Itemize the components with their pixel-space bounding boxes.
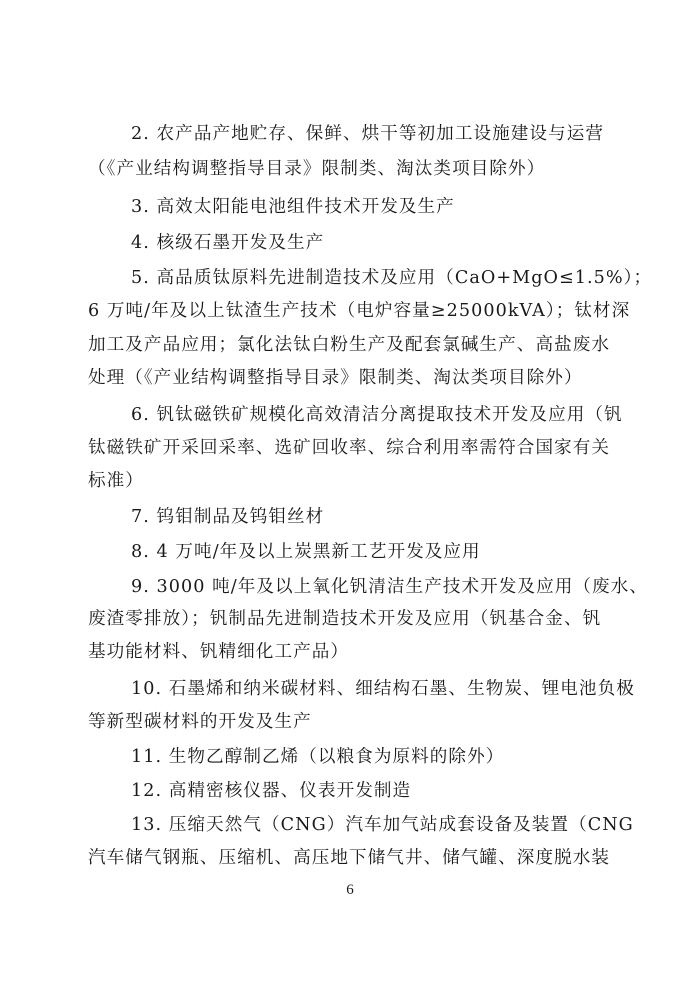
item-9-line-3: 基功能材料、钒精细化工产品）	[88, 642, 350, 662]
item-9-line-1: 9. 3000 吨/年及以上氧化钒清洁生产技术开发及应用（废水、	[131, 577, 648, 597]
item-9-line-2: 废渣零排放）；钒制品先进制造技术开发及应用（钒基合金、钒	[88, 609, 602, 629]
item-5-line-4: 处理（《产业结构调整指导目录》限制类、淘汰类项目除外）	[88, 368, 583, 388]
item-2-line-2: （《产业结构调整指导目录》限制类、淘汰类项目除外）	[88, 159, 546, 179]
item-3-line-1: 3. 高效太阳能电池组件技术开发及生产	[131, 197, 455, 217]
item-13-line-2: 汽车储气钢瓶、压缩机、高压地下储气井、储气罐、深度脱水装	[88, 848, 611, 868]
item-6-line-2: 钛磁铁矿开采回采率、选矿回收率、综合利用率需符合国家有关	[88, 438, 611, 458]
item-5-line-2: 6 万吨/年及以上钛渣生产技术（电炉容量≥25000kVA）；钛材深	[88, 301, 631, 321]
item-7-line-1: 7. 钨钼制品及钨钼丝材	[131, 507, 325, 527]
item-5-line-3: 加工及产品应用；氯化法钛白粉生产及配套氯碱生产、高盐废水	[88, 335, 611, 355]
item-13-line-1: 13. 压缩天然气（CNG）汽车加气站成套设备及装置（CNG	[131, 815, 634, 835]
item-11-line-1: 11. 生物乙醇制乙烯（以粮食为原料的除外）	[131, 747, 505, 767]
item-10-line-2: 等新型碳材料的开发及生产	[88, 712, 312, 732]
item-6-line-1: 6. 钒钛磁铁矿规模化高效清洁分离提取技术开发及应用（钒	[131, 405, 623, 425]
item-12-line-1: 12. 高精密核仪器、仪表开发制造	[131, 781, 412, 801]
item-2-line-1: 2. 农产品产地贮存、保鲜、烘干等初加工设施建设与运营	[131, 124, 604, 144]
item-6-line-3: 标准）	[88, 471, 144, 491]
page-number: 6	[346, 882, 354, 898]
item-5-line-1: 5. 高品质钛原料先进制造技术及应用（CaO+MgO≤1.5%）；	[131, 268, 653, 288]
item-4-line-1: 4. 核级石墨开发及生产	[131, 233, 325, 253]
item-10-line-1: 10. 石墨烯和纳米碳材料、细结构石墨、生物炭、锂电池负极	[131, 679, 635, 699]
item-8-line-1: 8. 4 万吨/年及以上炭黑新工艺开发及应用	[131, 542, 481, 562]
